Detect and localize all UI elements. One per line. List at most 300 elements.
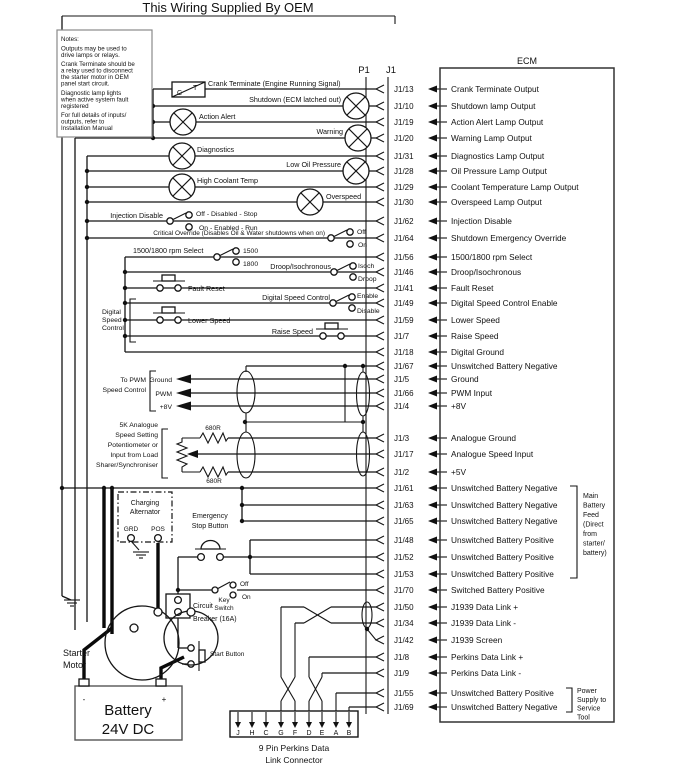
pin-id: J1/61: [394, 484, 414, 493]
dlc-pin-letter: H: [249, 730, 255, 737]
analogue-group-bracket: [162, 429, 168, 478]
connector-socket-icon: [376, 134, 384, 142]
pin-row: [309, 652, 523, 662]
pin-signal-label: Unswitched Battery Positive: [451, 569, 554, 579]
injection-off-label: Off - Disabled - Stop: [196, 211, 258, 218]
left-arrow-icon: [428, 571, 437, 578]
pin-id: J1/46: [394, 268, 414, 277]
pin-id: J1/50: [394, 603, 414, 612]
dlc-pin-letter: F: [292, 730, 298, 737]
lamp-icon: [169, 174, 195, 200]
pin-row: [250, 569, 554, 579]
down-arrow-icon: [249, 722, 255, 728]
pin-id: J1/2: [394, 468, 410, 477]
injection-disable-label: Injection Disable: [110, 211, 163, 220]
connector-socket-icon: [376, 434, 384, 442]
junction-dot: [85, 236, 89, 240]
ground-symbol: [64, 600, 80, 606]
pwm-arrow-icon: [176, 389, 191, 398]
rpm-1500-label: 1500: [243, 248, 259, 255]
alternator-line1: Charging: [130, 500, 160, 507]
diagram-title: This Wiring Supplied By OEM: [142, 0, 314, 15]
pin-signal-label: Analogue Speed Input: [451, 449, 534, 459]
lamp-icon: [345, 125, 371, 151]
isoch-label: Isoch: [358, 263, 375, 270]
dlc-pin: [346, 712, 352, 737]
pin-row: [242, 500, 558, 510]
resistor-icon: [200, 433, 228, 443]
pwm-arrow-icon: [176, 402, 191, 411]
pin-id: J1/62: [394, 217, 414, 226]
pin-row: [246, 361, 558, 371]
pin-row: [349, 702, 558, 712]
junction-dot: [123, 334, 127, 338]
pin-id: J1/67: [394, 362, 414, 371]
junction-dot: [248, 555, 252, 559]
connector-socket-icon: [376, 268, 384, 276]
alternator-line2: Alternator: [129, 509, 161, 516]
dlc-pin-letter: J: [236, 730, 240, 737]
analogue-line4: Input from Load: [110, 452, 158, 459]
low-oil-pressure-label: Low Oil Pressure: [286, 160, 341, 169]
connector-socket-icon: [376, 362, 384, 370]
connector-socket-icon: [376, 501, 384, 509]
pin-id: J1/19: [394, 118, 414, 127]
battery-line2: 24V DC: [101, 721, 155, 738]
start-button-label: Start Button: [210, 651, 245, 658]
dlc-pin-letter: D: [306, 730, 312, 737]
ecm-label: ECM: [517, 56, 537, 66]
left-arrow-icon: [428, 451, 437, 458]
dlc-pin-letter: B: [346, 730, 352, 737]
breaker-line1: Circuit: [193, 603, 213, 610]
critical-off-label: Off: [357, 229, 366, 236]
pin-id: J1/4: [394, 402, 410, 411]
estop-line2: Stop Button: [191, 523, 229, 530]
crank-terminate-label: Crank Terminate (Engine Running Signal): [208, 79, 341, 88]
high-coolant-label: High Coolant Temp: [197, 176, 258, 185]
pin-id: J1/69: [394, 703, 414, 712]
pin-signal-label: Analogue Ground: [451, 433, 517, 443]
connector-socket-icon: [376, 234, 384, 242]
left-arrow-icon: [428, 502, 437, 509]
twisted-pair-icon: [275, 677, 299, 701]
pin-signal-label: Overspeed Lamp Output: [451, 197, 542, 207]
analogue-line2: Speed Setting: [115, 432, 158, 439]
pin-id: J1/55: [394, 689, 414, 698]
cable-shield-icon: [362, 602, 372, 628]
warning-label: Warning: [316, 127, 343, 136]
critical-override-label: Critical Override (Disables Oil & Water shutdowns when on): [153, 230, 325, 237]
pin-signal-label: +8V: [451, 401, 466, 411]
left-arrow-icon: [428, 670, 437, 677]
dlc-pin: [333, 712, 339, 737]
pin-id: J1/34: [394, 619, 414, 628]
resistor-top-label: 680R: [205, 425, 221, 432]
pwm-group-line2: Speed Control: [102, 387, 146, 394]
connector-socket-icon: [376, 653, 384, 661]
pin-signal-label: Unswitched Battery Negative: [451, 483, 558, 493]
pin-id: J1/30: [394, 198, 414, 207]
pin-id: J1/18: [394, 348, 414, 357]
pin-signal-label: Unswitched Battery Negative: [451, 361, 558, 371]
connector-socket-icon: [376, 167, 384, 175]
injection-on-label: On - Enabled - Run: [199, 225, 258, 232]
pin-id: J1/41: [394, 284, 414, 293]
critical-on-label: On: [358, 242, 368, 249]
estop-line1: Emergency: [192, 513, 228, 520]
connector-socket-icon: [376, 517, 384, 525]
pin-row: [237, 585, 545, 595]
rpm-select-label: 1500/1800 rpm Select: [133, 246, 204, 255]
connector-socket-icon: [376, 450, 384, 458]
pin-signal-label: Warning Lamp Output: [451, 133, 532, 143]
pin-id: J1/63: [394, 501, 414, 510]
left-arrow-icon: [428, 300, 437, 307]
connector-socket-icon: [376, 536, 384, 544]
pin-signal-label: Digital Ground: [451, 347, 505, 357]
pin-signal-label: Fault Reset: [451, 283, 494, 293]
pin-id: J1/7: [394, 332, 410, 341]
pin-row: [190, 374, 479, 384]
cable-shield-icon: [237, 432, 255, 478]
down-arrow-icon: [346, 722, 352, 728]
pin-row: [228, 433, 516, 443]
pin-row: [336, 688, 554, 698]
left-arrow-icon: [428, 285, 437, 292]
digital-group-line2: Speed: [102, 317, 122, 324]
pin-signal-label: Lower Speed: [451, 315, 500, 325]
pin-signal-label: Diagnostics Lamp Output: [451, 151, 545, 161]
pin-id: J1/52: [394, 553, 414, 562]
junction-dot: [240, 486, 244, 490]
connector-socket-icon: [376, 118, 384, 126]
down-arrow-icon: [278, 722, 284, 728]
left-arrow-icon: [428, 604, 437, 611]
pin-id: J1/49: [394, 299, 414, 308]
left-arrow-icon: [428, 153, 437, 160]
lamp-icon: [343, 158, 369, 184]
dlc-label1: 9 Pin Perkins Data: [258, 743, 330, 753]
cable-shield-icon: [237, 371, 255, 413]
key-switch-line1: Key: [218, 597, 230, 604]
digital-group-line1: Digital: [102, 309, 121, 316]
pwm-group-line1: To PWM: [120, 377, 146, 384]
left-arrow-icon: [428, 537, 437, 544]
starter-line1: Starter: [63, 648, 91, 658]
pin-signal-label: Shutdown lamp Output: [451, 101, 536, 111]
droop-isoch-label: Droop/Isochronous: [270, 262, 331, 271]
pin-signal-label: Unswitched Battery Positive: [451, 688, 554, 698]
junction-dot: [365, 627, 369, 631]
enable-label: Enable: [357, 293, 379, 300]
junction-dot: [123, 318, 127, 322]
junction-dot: [123, 286, 127, 290]
analogue-line3: Potentiometer or: [107, 442, 158, 449]
left-arrow-icon: [428, 637, 437, 644]
junction-dot: [85, 185, 89, 189]
pin-signal-label: Perkins Data Link +: [451, 652, 524, 662]
pin-signal-label: PWM Input: [451, 388, 493, 398]
lower-speed-label: Lower Speed: [188, 316, 231, 325]
pin-signal-label: Unswitched Battery Negative: [451, 702, 558, 712]
left-arrow-icon: [428, 376, 437, 383]
pin-id: J1/65: [394, 517, 414, 526]
junction-dot: [85, 169, 89, 173]
left-arrow-icon: [428, 690, 437, 697]
connector-socket-icon: [376, 402, 384, 410]
left-arrow-icon: [428, 704, 437, 711]
connector-socket-icon: [376, 299, 384, 307]
rpm-1800-label: 1800: [243, 261, 259, 268]
pin-id: J1/31: [394, 152, 414, 161]
breaker-line2: Breaker (16A): [193, 616, 237, 623]
service-tool-annotation: Power Supply to Service Tool: [577, 688, 607, 722]
down-arrow-icon: [292, 722, 298, 728]
p1-label: P1: [358, 65, 370, 76]
junction-dot: [102, 486, 106, 490]
connector-socket-icon: [376, 669, 384, 677]
digital-speed-label: Digital Speed Control: [262, 293, 330, 302]
left-arrow-icon: [428, 218, 437, 225]
pin-id: J1/42: [394, 636, 414, 645]
pin-id: J1/29: [394, 183, 414, 192]
pin-id: J1/9: [394, 669, 410, 678]
left-arrow-icon: [428, 469, 437, 476]
pin-id: J1/8: [394, 653, 410, 662]
pin-id: J1/13: [394, 85, 414, 94]
pin-signal-label: Oil Pressure Lamp Output: [451, 166, 547, 176]
pin-signal-label: Unswitched Battery Negative: [451, 516, 558, 526]
pwm-pwm-label: PWM: [155, 391, 172, 398]
junction-dot: [110, 486, 114, 490]
connector-socket-icon: [376, 183, 384, 191]
droop-label: Droop: [358, 276, 377, 283]
analogue-line1: 5K Analogue: [119, 422, 158, 429]
left-arrow-icon: [428, 403, 437, 410]
lamp-icon: [343, 93, 369, 119]
connector-socket-icon: [376, 703, 384, 711]
pin-signal-label: Unswitched Battery Negative: [451, 500, 558, 510]
key-switch: [212, 582, 236, 598]
left-arrow-icon: [428, 518, 437, 525]
left-arrow-icon: [428, 333, 437, 340]
digital-group-line3: Control: [102, 325, 124, 332]
pin-signal-label: Switched Battery Positive: [451, 585, 545, 595]
pin-signal-label: J1939 Data Link +: [451, 602, 519, 612]
connector-socket-icon: [376, 484, 384, 492]
left-arrow-icon: [428, 86, 437, 93]
pin-id: J1/59: [394, 316, 414, 325]
connector-socket-icon: [376, 284, 384, 292]
down-arrow-icon: [235, 722, 241, 728]
resistor-icon: [200, 467, 228, 477]
connector-socket-icon: [376, 152, 384, 160]
pin-signal-label: Droop/Isochronous: [451, 267, 522, 277]
pin-row: [242, 516, 558, 526]
pin-signal-label: Digital Speed Control Enable: [451, 298, 558, 308]
junction-dot: [85, 200, 89, 204]
lamp-icon: [297, 189, 323, 215]
pin-signal-label: Action Alert Lamp Output: [451, 117, 544, 127]
pin-id: J1/20: [394, 134, 414, 143]
j1-label: J1: [385, 65, 397, 76]
left-arrow-icon: [428, 485, 437, 492]
dlc-pin: [306, 712, 312, 737]
junction-dot: [60, 486, 64, 490]
junction-dot: [123, 270, 127, 274]
relay-t-label: T: [193, 85, 198, 92]
left-arrow-icon: [428, 135, 437, 142]
connector-socket-icon: [376, 389, 384, 397]
fault-reset-button: [153, 275, 185, 291]
connector-socket-icon: [376, 253, 384, 261]
connector-socket-icon: [376, 553, 384, 561]
resistor-bottom-label: 680R: [206, 478, 222, 485]
dlc-pin-letter: E: [319, 730, 325, 737]
shutdown-lamp-label: Shutdown (ECM latched out): [249, 95, 341, 104]
pin-id: J1/66: [394, 389, 414, 398]
battery-neg-label: -: [82, 695, 86, 704]
overspeed-label: Overspeed: [326, 192, 362, 201]
left-arrow-icon: [428, 254, 437, 261]
pin-row: [125, 347, 504, 357]
pin-signal-label: Injection Disable: [451, 216, 512, 226]
pin-id: J1/3: [394, 434, 410, 443]
action-alert-label: Action Alert: [199, 112, 236, 121]
down-arrow-icon: [319, 722, 325, 728]
main-battery-annotation: Main Battery Feed (Direct from starter/ battery): [583, 493, 607, 557]
disable-label: Disable: [357, 308, 380, 315]
analogue-line5: Sharer/Synchroniser: [96, 462, 158, 469]
dlc-pin: [278, 712, 284, 737]
left-arrow-icon: [428, 363, 437, 370]
raise-speed-button: [316, 323, 348, 339]
down-arrow-icon: [263, 722, 269, 728]
battery-pos-cable: [161, 657, 184, 679]
dlc-pin-letter: G: [278, 730, 284, 737]
connector-socket-icon: [376, 468, 384, 476]
pin-id: J1/48: [394, 536, 414, 545]
pin-row: [190, 388, 493, 398]
connector-socket-icon: [376, 586, 384, 594]
connector-socket-icon: [376, 689, 384, 697]
pin-signal-label: Unswitched Battery Positive: [451, 552, 554, 562]
key-off-label: Off: [240, 581, 249, 588]
pin-signal-label: J1939 Data Link -: [451, 618, 517, 628]
pin-id: J1/56: [394, 253, 414, 262]
pin-row: [250, 535, 554, 545]
pin-id: J1/70: [394, 586, 414, 595]
dlc-pin-letter: A: [333, 730, 339, 737]
left-arrow-icon: [428, 317, 437, 324]
pwm-arrow-icon: [176, 375, 191, 384]
pin-id: J1/10: [394, 102, 414, 111]
junction-dot: [240, 519, 244, 523]
pot-wiper-arrow-icon: [187, 450, 198, 458]
pin-signal-label: Shutdown Emergency Override: [451, 233, 567, 243]
twisted-pair-icon: [303, 677, 326, 701]
pin-id: J1/5: [394, 375, 410, 384]
junction-dot: [361, 364, 365, 368]
down-arrow-icon: [306, 722, 312, 728]
pin-row: [228, 467, 466, 477]
left-arrow-icon: [428, 168, 437, 175]
battery-pos-label: +: [161, 695, 167, 704]
connector-socket-icon: [376, 375, 384, 383]
key-on-label: On: [242, 594, 251, 601]
junction-dot: [176, 588, 180, 592]
dlc-pin: [319, 712, 325, 737]
pin-signal-label: Perkins Data Link -: [451, 668, 522, 678]
pin-signal-label: Crank Terminate Output: [451, 84, 539, 94]
twisted-pair-icon: [304, 603, 331, 627]
lamp-icon: [169, 143, 195, 169]
pin-row: [322, 668, 521, 678]
pin-row: [250, 552, 554, 562]
pin-signal-label: 1500/1800 rpm Select: [451, 252, 533, 262]
connector-socket-icon: [376, 603, 384, 611]
lower-speed-button: [153, 307, 185, 323]
pin-id: J1/64: [394, 234, 414, 243]
service-tool-bracket: [566, 688, 572, 712]
pin-signal-label: J1939 Screen: [451, 635, 503, 645]
start-button: [188, 641, 205, 671]
left-arrow-icon: [428, 184, 437, 191]
potentiometer-icon: [177, 438, 187, 472]
raise-speed-label: Raise Speed: [271, 327, 313, 336]
connector-socket-icon: [376, 198, 384, 206]
grd-label: GRD: [123, 526, 139, 533]
dlc-pin-letter: C: [263, 730, 269, 737]
dlc-pin: [263, 712, 269, 737]
main-battery-bracket: [570, 486, 577, 578]
pin-signal-label: Raise Speed: [451, 331, 499, 341]
pwm-ground-label: Ground: [149, 377, 172, 384]
connector-socket-icon: [376, 636, 384, 644]
junction-dot: [85, 219, 89, 223]
connector-socket-icon: [376, 217, 384, 225]
pin-row: [190, 401, 466, 411]
left-arrow-icon: [428, 269, 437, 276]
connector-socket-icon: [376, 102, 384, 110]
pin-row: [87, 182, 579, 192]
junction-dot: [343, 364, 347, 368]
notes-text: Notes: Outputs may be used to drive lamps or relays. Crank Terminate should be a relay used to disconnect the starter motor in OEM panel start circuit. Diagnostic lamp lights when active system fault registered For full details of inputs/ outputs, refer to Installation Manual: [61, 36, 135, 133]
connector-socket-icon: [376, 348, 384, 356]
dlc-label2: Link Connector: [265, 755, 323, 765]
battery-line1: Battery: [104, 702, 152, 719]
connector-socket-icon: [376, 619, 384, 627]
left-arrow-icon: [428, 235, 437, 242]
connector-socket-icon: [376, 316, 384, 324]
emergency-stop-button: [195, 541, 226, 561]
pin-row: [125, 298, 558, 308]
pin-id: J1/28: [394, 167, 414, 176]
relay-c-label: C: [177, 90, 183, 97]
left-arrow-icon: [428, 103, 437, 110]
left-arrow-icon: [428, 554, 437, 561]
pin-id: J1/17: [394, 450, 414, 459]
diagnostics-label: Diagnostics: [197, 145, 235, 154]
connector-socket-icon: [376, 332, 384, 340]
left-arrow-icon: [428, 435, 437, 442]
left-arrow-icon: [428, 587, 437, 594]
pin-signal-label: Ground: [451, 374, 479, 384]
dlc-pin: [235, 712, 241, 737]
junction-dot: [361, 420, 365, 424]
pwm-8v-label: +8V: [159, 404, 172, 411]
